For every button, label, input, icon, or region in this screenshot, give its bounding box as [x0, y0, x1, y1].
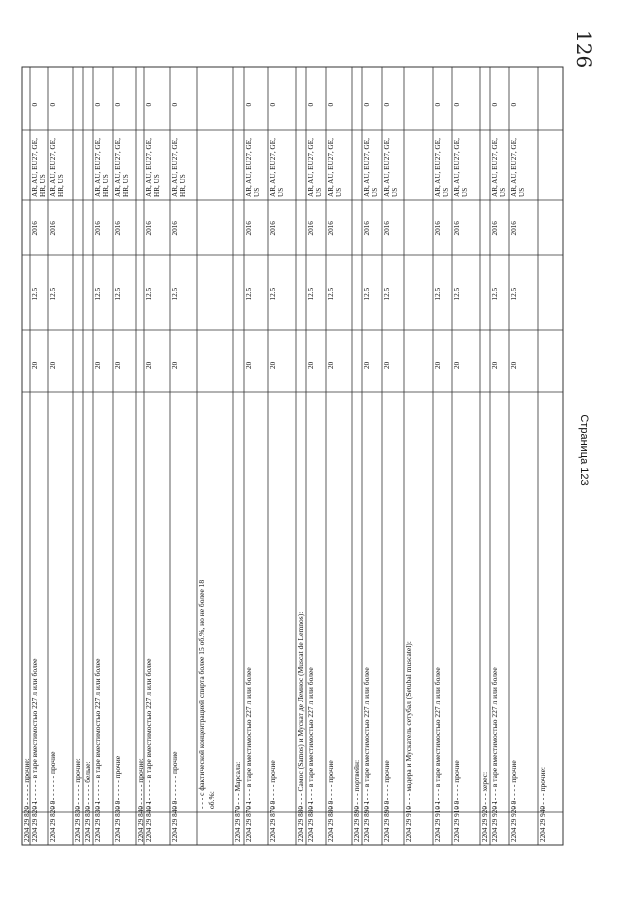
- cell-zero: 0: [269, 102, 277, 107]
- cell-zero: 0: [114, 102, 122, 107]
- table-row: [538, 767, 547, 842]
- cell-countries: US: [461, 187, 469, 197]
- table-row: [352, 760, 361, 842]
- cell-quota: 12.5: [49, 287, 57, 301]
- cell-zero: 0: [510, 102, 518, 107]
- cell-code: 2204 29 830 1: [94, 800, 102, 842]
- page-label: Страница 123: [578, 414, 590, 486]
- cell-code: 2204 29 880 9: [327, 800, 335, 842]
- cell-description: - - - - - - прочие:: [22, 758, 31, 809]
- cell-zero: 0: [245, 102, 253, 107]
- cell-description: - - - - - - прочие: [509, 760, 518, 809]
- table-row: [326, 103, 343, 843]
- table-row: [48, 103, 65, 843]
- cell-description: - - - - - - прочие:: [136, 758, 145, 809]
- table-row: [30, 103, 47, 843]
- cell-code: 2204 29 840 9: [171, 800, 179, 842]
- cell-quota: 12.5: [114, 287, 122, 301]
- cell-countries: US: [277, 187, 285, 197]
- table-row: [233, 762, 242, 842]
- cell-description: - - - - - - белые:: [83, 761, 92, 809]
- cell-code: 2204 29 830: [84, 806, 92, 842]
- cell-rate: 20: [114, 361, 122, 369]
- cell-quota: 12.5: [307, 287, 315, 301]
- cell-year: 2016: [145, 221, 153, 236]
- cell-zero: 0: [31, 102, 39, 107]
- cell-countries: US: [442, 187, 450, 197]
- cell-countries: US: [335, 187, 343, 197]
- cell-countries: US: [518, 187, 526, 197]
- cell-quota: 12.5: [434, 287, 442, 301]
- cell-rate: 20: [491, 361, 499, 369]
- cell-rate: 20: [327, 361, 335, 369]
- cell-description: - - - - - - прочие: [268, 760, 277, 809]
- cell-quota: 12.5: [510, 287, 518, 301]
- cell-description: - - - - мадера и Мускатель сетубал (Setubal muscatel):: [404, 641, 413, 809]
- table-row: [509, 103, 526, 843]
- table-row: [490, 103, 507, 843]
- cell-year: 2016: [171, 221, 179, 236]
- cell-description: - - - - - в таре вместимостью 227 л или более: [362, 667, 371, 809]
- cell-countries: AR, AU, EU27, GE,: [171, 138, 179, 197]
- table-row: [404, 641, 413, 842]
- cell-quota: 12.5: [31, 287, 39, 301]
- table-row: [197, 580, 216, 809]
- cell-code: 2204 29 840 1: [145, 800, 153, 842]
- cell-quota: 12.5: [383, 287, 391, 301]
- table-row: [93, 103, 110, 843]
- cell-year: 2016: [434, 221, 442, 236]
- cell-year: 2016: [327, 221, 335, 236]
- table-row: [268, 103, 285, 843]
- cell-description: - - - - - - - в таре вместимостью 227 л или более: [30, 658, 39, 809]
- cell-countries: HR, US: [122, 174, 130, 197]
- cell-year: 2016: [49, 221, 57, 236]
- cell-quota: 12.5: [245, 287, 253, 301]
- cell-year: 2016: [307, 221, 315, 236]
- cell-year: 2016: [453, 221, 461, 236]
- cell-description: - - - - Самос (Samos) и Мускат де Лемнос (Muscat de Lemnos):: [296, 611, 305, 809]
- cell-countries: AR, AU, EU27, GE,: [510, 138, 518, 197]
- cell-year: 2016: [31, 221, 39, 236]
- cell-quota: 12.5: [363, 287, 371, 301]
- cell-rate: 20: [94, 361, 102, 369]
- cell-code: 2204 29 840: [137, 806, 145, 842]
- table-row: [113, 103, 130, 843]
- cell-description: - - - - прочие:: [538, 766, 547, 809]
- cell-countries: US: [391, 187, 399, 197]
- cell-rate: 20: [510, 361, 518, 369]
- cell-rate: 20: [31, 361, 39, 369]
- cell-description: - - - - - в таре вместимостью 227 л или более: [433, 667, 442, 809]
- cell-year: 2016: [94, 221, 102, 236]
- cell-code: 2204 29 880: [297, 806, 305, 842]
- cell-countries: HR, US: [153, 174, 161, 197]
- cell-quota: 12.5: [327, 287, 335, 301]
- cell-description: - - - - - - - в таре вместимостью 227 л или более: [93, 658, 102, 809]
- cell-countries: AR, AU, EU27, GE,: [94, 138, 102, 197]
- cell-code: 2204 29 830: [74, 806, 82, 842]
- cell-countries: US: [371, 187, 379, 197]
- cell-year: 2016: [383, 221, 391, 236]
- table-row: [382, 103, 399, 843]
- cell-description: - - - - - в таре вместимостью 227 л или более: [306, 667, 315, 809]
- cell-code: 2204 29 890: [353, 806, 361, 842]
- cell-description: об.%:: [207, 791, 216, 809]
- cell-countries: HR, US: [39, 174, 47, 197]
- cell-countries: AR, AU, EU27, GE,: [491, 138, 499, 197]
- table-row: [452, 103, 469, 843]
- cell-zero: 0: [491, 102, 499, 107]
- cell-rate: 20: [307, 361, 315, 369]
- cell-quota: 12.5: [94, 287, 102, 301]
- cell-countries: US: [253, 187, 261, 197]
- cell-rate: 20: [145, 361, 153, 369]
- cell-year: 2016: [510, 221, 518, 236]
- cell-countries: HR, US: [57, 174, 65, 197]
- table-row: [296, 612, 305, 842]
- cell-countries: US: [499, 187, 507, 197]
- cell-quota: 12.5: [453, 287, 461, 301]
- cell-zero: 0: [171, 102, 179, 107]
- cell-description: - - - - - - - прочие: [113, 755, 122, 809]
- cell-description: - - - - херес:: [480, 771, 489, 809]
- cell-description: - - - - - - прочие: [382, 760, 391, 809]
- cell-rate: 20: [383, 361, 391, 369]
- cell-rate: 20: [363, 361, 371, 369]
- cell-zero: 0: [453, 102, 461, 107]
- cell-rate: 20: [49, 361, 57, 369]
- cell-rate: 20: [453, 361, 461, 369]
- cell-rate: 20: [171, 361, 179, 369]
- cell-code: 2204 29 890 9: [383, 800, 391, 842]
- table-row: [73, 758, 82, 842]
- cell-description: - - - - Марсала:: [233, 761, 242, 809]
- table-row: [480, 772, 489, 842]
- cell-code: 2204 29 880 1: [307, 800, 315, 842]
- cell-year: 2016: [491, 221, 499, 236]
- cell-countries: AR, AU, EU27, GE,: [307, 138, 315, 197]
- cell-countries: AR, AU, EU27, GE,: [145, 138, 153, 197]
- cell-zero: 0: [434, 102, 442, 107]
- cell-description: - - - - - - - - прочие: [170, 751, 179, 809]
- cell-zero: 0: [327, 102, 335, 107]
- cell-description: - - - - - - - - прочие: [48, 751, 57, 809]
- cell-code: 2204 29 820 9: [49, 800, 57, 842]
- cell-countries: AR, AU, EU27, GE,: [383, 138, 391, 197]
- cell-rate: 20: [434, 361, 442, 369]
- cell-countries: AR, AU, EU27, GE,: [327, 138, 335, 197]
- table-row: [83, 762, 92, 842]
- table-row: [433, 103, 450, 843]
- cell-code: 2204 29 870 1: [245, 800, 253, 842]
- table-row: [306, 103, 323, 843]
- cell-code: 2204 29 910 1: [434, 800, 442, 842]
- cell-code: 2204 29 830 9: [114, 800, 122, 842]
- handwritten-page-number: 126: [572, 30, 596, 69]
- cell-code: 2204 29 920: [481, 806, 489, 842]
- cell-quota: 12.5: [145, 287, 153, 301]
- cell-description: - - - - - в таре вместимостью 227 л или более: [244, 667, 253, 809]
- table-row: [144, 103, 161, 843]
- cell-zero: 0: [145, 102, 153, 107]
- cell-countries: AR, AU, EU27, GE,: [434, 138, 442, 197]
- cell-countries: AR, AU, EU27, GE,: [269, 138, 277, 197]
- cell-rate: 20: [245, 361, 253, 369]
- cell-countries: AR, AU, EU27, GE,: [31, 138, 39, 197]
- cell-zero: 0: [383, 102, 391, 107]
- cell-description: - - - - - - прочие: [326, 760, 335, 809]
- cell-year: 2016: [114, 221, 122, 236]
- cell-quota: 12.5: [171, 287, 179, 301]
- cell-countries: AR, AU, EU27, GE,: [49, 138, 57, 197]
- cell-code: 2204 29 820: [23, 806, 31, 842]
- cell-code: 2204 29 910 9: [453, 800, 461, 842]
- table-row: [244, 103, 261, 843]
- cell-countries: AR, AU, EU27, GE,: [453, 138, 461, 197]
- cell-countries: HR, US: [102, 174, 110, 197]
- table-row: [362, 103, 379, 843]
- cell-description: - - - - портвейн:: [352, 759, 361, 809]
- table-row: [170, 103, 187, 843]
- cell-code: 2204 29 920 9: [510, 800, 518, 842]
- cell-description: - - - - - - прочие: [452, 760, 461, 809]
- cell-year: 2016: [363, 221, 371, 236]
- cell-code: 2204 29 940: [539, 806, 547, 842]
- cell-description: - - - - - в таре вместимостью 227 л или более: [490, 667, 499, 809]
- cell-quota: 12.5: [269, 287, 277, 301]
- cell-zero: 0: [94, 102, 102, 107]
- cell-countries: HR, US: [179, 174, 187, 197]
- cell-zero: 0: [363, 102, 371, 107]
- cell-countries: AR, AU, EU27, GE,: [363, 138, 371, 197]
- cell-year: 2016: [245, 221, 253, 236]
- cell-rate: 20: [269, 361, 277, 369]
- cell-quota: 12.5: [491, 287, 499, 301]
- cell-zero: 0: [307, 102, 315, 107]
- cell-code: 2204 29 890 1: [363, 800, 371, 842]
- cell-description: - - - - - - - в таре вместимостью 227 л или более: [144, 658, 153, 809]
- cell-code: 2204 29 910: [405, 806, 413, 842]
- cell-countries: AR, AU, EU27, GE,: [245, 138, 253, 197]
- cell-code: 2204 29 870: [234, 806, 242, 842]
- cell-countries: AR, AU, EU27, GE,: [114, 138, 122, 197]
- cell-code: 2204 29 920 1: [491, 800, 499, 842]
- cell-countries: US: [315, 187, 323, 197]
- cell-description: - - - - - - прочие:: [73, 758, 82, 809]
- cell-code: 2204 29 820 1: [31, 800, 39, 842]
- cell-year: 2016: [269, 221, 277, 236]
- cell-zero: 0: [49, 102, 57, 107]
- cell-description: - - - с фактической концентрацией спирта более 15 об.%, но не более 18: [197, 579, 206, 809]
- cell-code: 2204 29 870 9: [269, 800, 277, 842]
